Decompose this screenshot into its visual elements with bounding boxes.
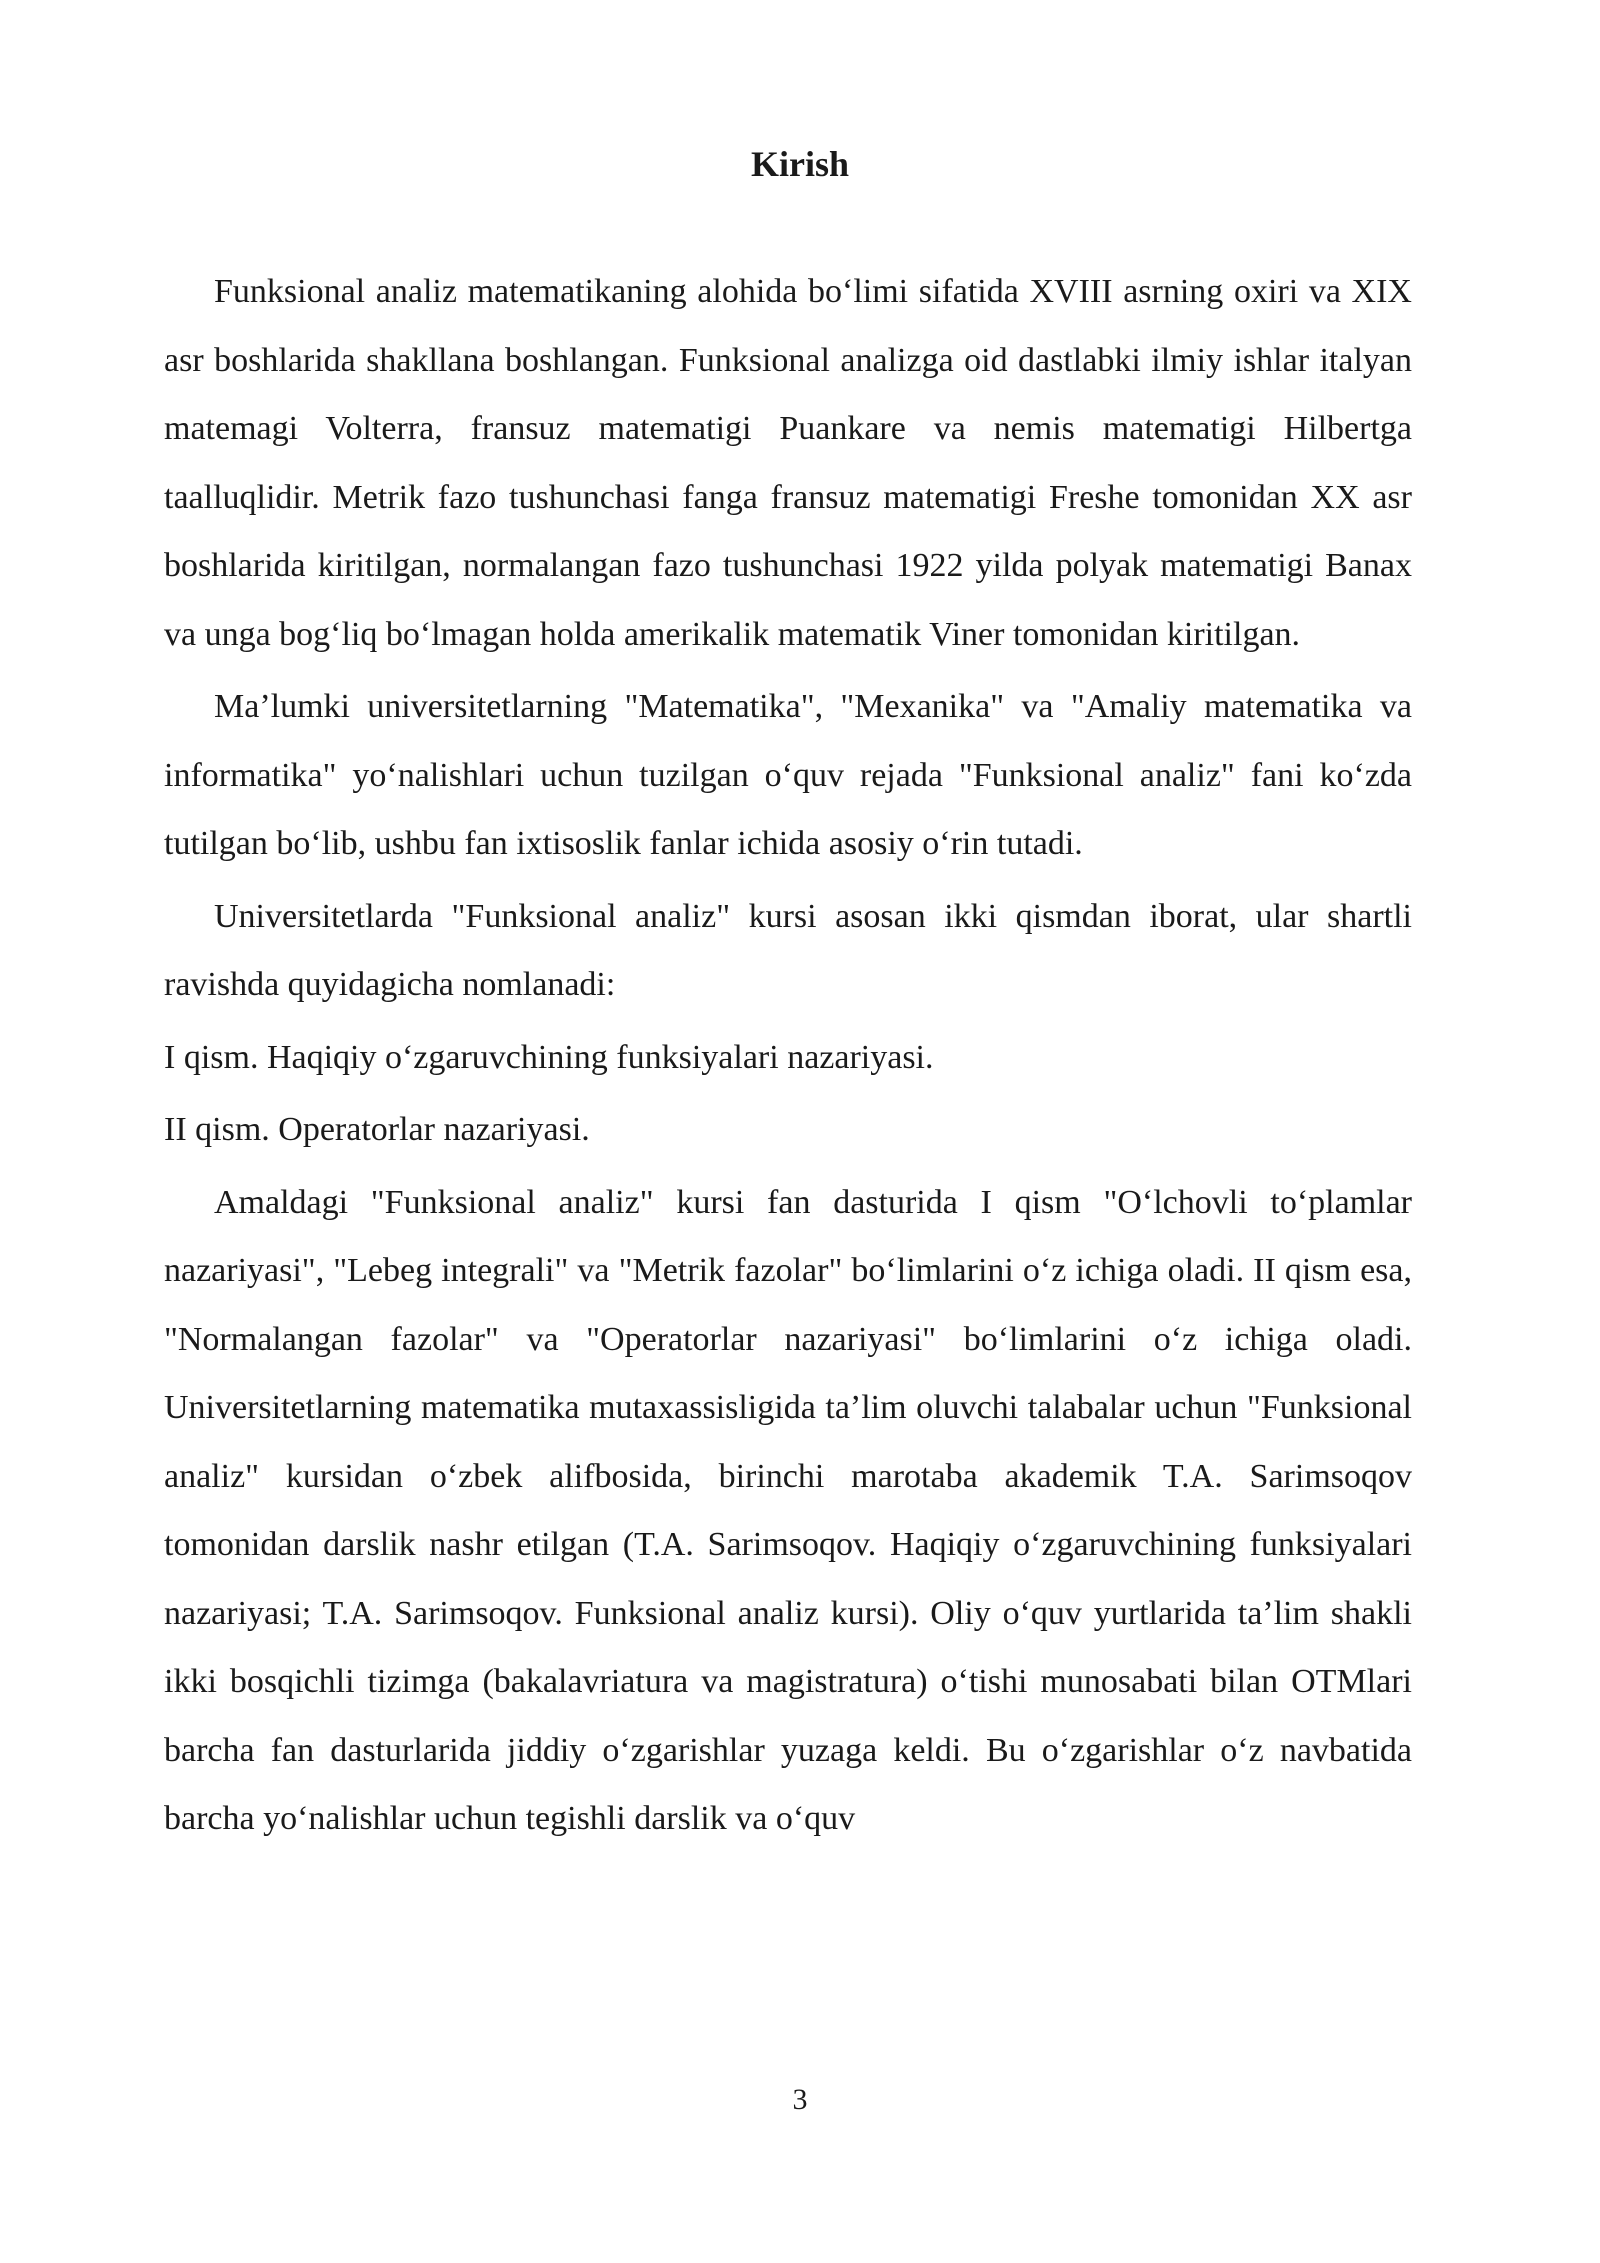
paragraph-curriculum: Ma’lumki universitetlarning "Matematika", "Mexanika" va "Amaliy matematika va informatika" yo‘nalishlari uchun tuzilgan o‘quv rejada "Funksional analiz" fani ko‘zda tutilgan bo‘lib, ushbu fan ixtisoslik fanlar ichida asosiy o‘rin tutadi. xyxy=(164,688,1412,862)
paragraph-part-two: II qism. Operatorlar nazariyasi. xyxy=(164,1111,590,1148)
paragraph-part-one: I qism. Haqiqiy o‘zgaruvchining funksiyalari nazariyasi. xyxy=(164,1038,934,1076)
page-number: 3 xyxy=(792,2083,808,2116)
page-title: Kirish xyxy=(750,144,849,184)
paragraph-history: Funksional analiz matematikaning alohida bo‘limi sifatida XVIII asrning oxiri va XIX asr boshlarida shakllana boshlangan. Funksional analizga oid dastlabki ilmiy ishlar italyan matemagi Volterra, fransuz matematigi Puankare va nemis matematigi Hilbertga taalluqlidir. Metrik fazo tushunchasi fanga fransuz matematigi Freshe tomonidan XX asr boshlarida kiritilgan, normalangan fazo tushunchasi 1922 yilda polyak matematigi Banax va unga bog‘liq bo‘lmagan holda amerikalik matematik Viner tomonidan kiritilgan. xyxy=(164,273,1412,653)
body-text xyxy=(164,258,1412,1858)
paragraph-course-parts: Universitetlarda "Funksional analiz" kursi asosan ikki qismdan iborat, ular shartli ravishda quyidagicha nomlanadi: xyxy=(164,897,1412,1003)
paragraph-program: Amaldagi "Funksional analiz" kursi fan dasturida I qism "O‘lchovli to‘plamlar nazariyasi", "Lebeg integrali" va "Metrik fazolar" bo‘limlarini o‘z ichiga oladi. II qism esa, "Normalangan fazolar" va "Operatorlar nazariyasi" bo‘limlarini o‘z ichiga oladi. Universitetlarning matematika mutaxassisligida ta’lim oluvchi talabalar uchun "Funksional analiz" kursidan o‘zbek alifbosida, birinchi marotaba akademik T.A. Sarimsoqov tomonidan darslik nashr etilgan (T.A. Sarimsoqov. Haqiqiy o‘zgaruvchining funksiyalari nazariyasi; T.A. Sarimsoqov. Funksional analiz kursi). Oliy o‘quv yurtlarida ta’lim shakli ikki bosqichli tizimga (bakalavriatura va magistratura) o‘tishi munosabati bilan OTMlari barcha fan dasturlarida jiddiy o‘zgarishlar yuzaga keldi. Bu o‘zgarishlar o‘z navbatida barcha yo‘nalishlar uchun tegishli darslik va o‘quv xyxy=(164,1183,1412,1837)
